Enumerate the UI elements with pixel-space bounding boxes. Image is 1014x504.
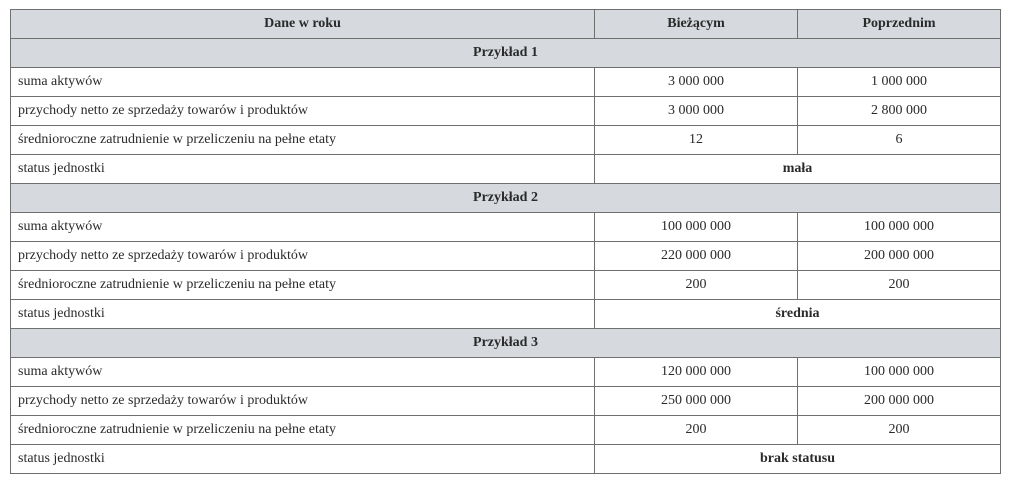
- previous-value: 1 000 000: [798, 68, 1001, 97]
- current-value: 220 000 000: [595, 242, 798, 271]
- header-current: Bieżącym: [595, 10, 798, 39]
- header-row: [11, 10, 1001, 39]
- status-value: średnia: [595, 300, 1001, 329]
- table-row: [11, 387, 1001, 416]
- current-value: 3 000 000: [595, 97, 798, 126]
- table-row: [11, 213, 1001, 242]
- current-value: 3 000 000: [595, 68, 798, 97]
- row-label: przychody netto ze sprzedaży towarów i produktów: [11, 242, 595, 271]
- status-label: status jednostki: [11, 300, 595, 329]
- section-row: [11, 329, 1001, 358]
- header-previous: Poprzednim: [798, 10, 1001, 39]
- table-row: [11, 416, 1001, 445]
- section-row: [11, 184, 1001, 213]
- table-row: [11, 242, 1001, 271]
- previous-value: 200: [798, 416, 1001, 445]
- current-value: 200: [595, 416, 798, 445]
- previous-value: 200 000 000: [798, 387, 1001, 416]
- current-value: 100 000 000: [595, 213, 798, 242]
- row-label: średnioroczne zatrudnienie w przeliczeniu na pełne etaty: [11, 126, 595, 155]
- section-row: [11, 39, 1001, 68]
- table-row: [11, 271, 1001, 300]
- previous-value: 200 000 000: [798, 242, 1001, 271]
- status-row: [11, 445, 1001, 474]
- previous-value: 2 800 000: [798, 97, 1001, 126]
- table-row: [11, 97, 1001, 126]
- current-value: 250 000 000: [595, 387, 798, 416]
- table-row: [11, 358, 1001, 387]
- row-label: przychody netto ze sprzedaży towarów i produktów: [11, 387, 595, 416]
- table-row: [11, 68, 1001, 97]
- previous-value: 100 000 000: [798, 213, 1001, 242]
- row-label: suma aktywów: [11, 68, 595, 97]
- section-title: Przykład 3: [11, 329, 1001, 358]
- current-value: 200: [595, 271, 798, 300]
- previous-value: 100 000 000: [798, 358, 1001, 387]
- current-value: 120 000 000: [595, 358, 798, 387]
- status-row: [11, 155, 1001, 184]
- status-value: brak statusu: [595, 445, 1001, 474]
- status-label: status jednostki: [11, 155, 595, 184]
- section-title: Przykład 1: [11, 39, 1001, 68]
- section-title: Przykład 2: [11, 184, 1001, 213]
- row-label: suma aktywów: [11, 358, 595, 387]
- status-row: [11, 300, 1001, 329]
- table-row: [11, 126, 1001, 155]
- data-table: [10, 9, 1001, 474]
- row-label: średnioroczne zatrudnienie w przeliczeniu na pełne etaty: [11, 416, 595, 445]
- status-value: mała: [595, 155, 1001, 184]
- row-label: średnioroczne zatrudnienie w przeliczeniu na pełne etaty: [11, 271, 595, 300]
- status-label: status jednostki: [11, 445, 595, 474]
- row-label: suma aktywów: [11, 213, 595, 242]
- row-label: przychody netto ze sprzedaży towarów i produktów: [11, 97, 595, 126]
- current-value: 12: [595, 126, 798, 155]
- previous-value: 6: [798, 126, 1001, 155]
- previous-value: 200: [798, 271, 1001, 300]
- header-data-year: Dane w roku: [11, 10, 595, 39]
